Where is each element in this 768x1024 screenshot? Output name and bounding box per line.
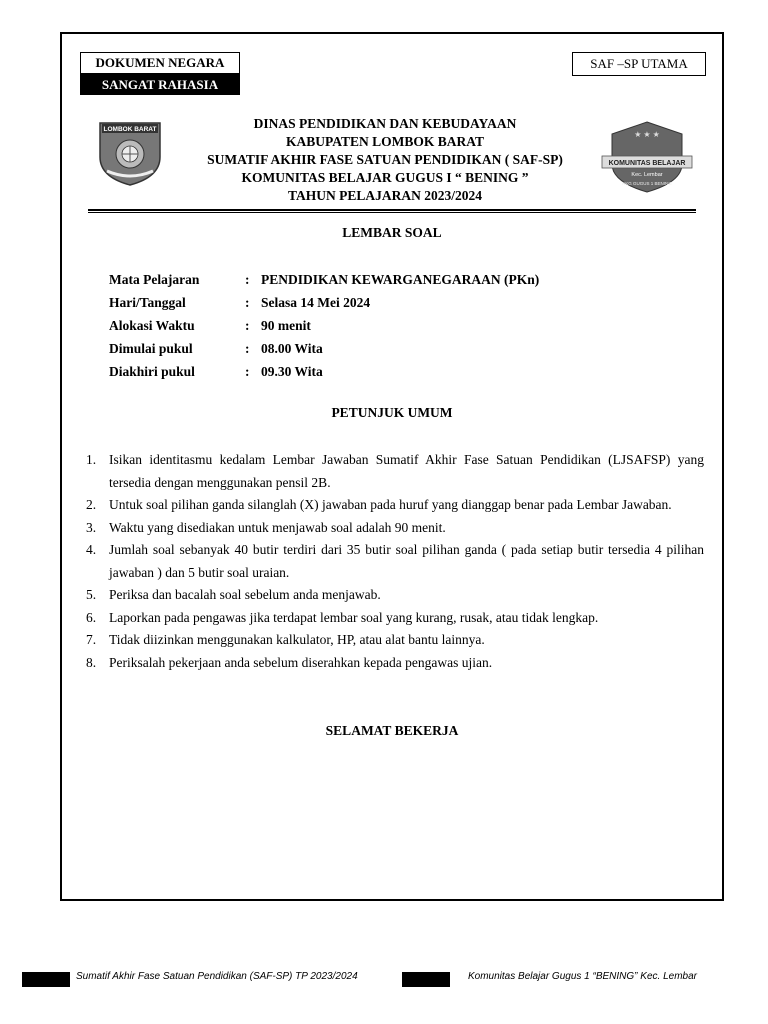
footer-right-text: Komunitas Belajar Gugus 1 “BENING” Kec. Lembar <box>468 971 697 982</box>
list-item-text: Periksalah pekerjaan anda sebelum diserahkan kepada pengawas ujian. <box>109 654 493 670</box>
header-line-5: TAHUN PELAJARAN 2023/2024 <box>287 188 482 203</box>
list-item <box>86 494 704 517</box>
svg-text:KOMUNITAS BELAJAR: KOMUNITAS BELAJAR <box>608 160 686 167</box>
footer-bar-left <box>22 972 70 987</box>
info-label: Mata Pelajaran <box>109 272 200 287</box>
instructions-list <box>86 449 704 674</box>
list-item-text: Laporkan pada pengawas jika terdapat lembar soal yang kurang, rusak, atau tidak lengkap. <box>109 609 599 625</box>
info-label: Hari/Tanggal <box>109 295 186 310</box>
info-label: Alokasi Waktu <box>109 318 195 333</box>
list-item <box>86 629 704 652</box>
list-item <box>86 539 704 584</box>
info-value: 90 menit <box>261 318 311 333</box>
classification-box <box>80 52 240 95</box>
list-item <box>86 652 704 675</box>
list-item-number: 6. <box>86 609 97 625</box>
list-item-number: 8. <box>86 654 97 670</box>
info-value: Selasa 14 Mei 2024 <box>261 295 371 310</box>
info-colon: : <box>245 295 250 310</box>
list-item-text: Jumlah soal sebanyak 40 butir terdiri dari 35 butir soal pilihan ganda ( pada setiap butir tersedia 4 pilihan jawaban ) dan 5 butir soal uraian. <box>109 542 704 580</box>
sangat-rahasia-label: SANGAT RAHASIA <box>80 74 240 95</box>
selamat-bekerja-text: SELAMAT BEKERJA <box>325 723 459 738</box>
footer-bar-right <box>402 972 450 987</box>
svg-text:★ ★ ★: ★ ★ ★ <box>634 130 660 139</box>
list-item-number: 7. <box>86 632 97 647</box>
svg-text:LOMBOK BARAT: LOMBOK BARAT <box>103 126 157 133</box>
list-item-text: Periksa dan bacalah soal sebelum anda menjawab. <box>109 587 381 602</box>
list-item-text: Isikan identitasmu kedalam Lembar Jawaban Sumatif Akhir Fase Satuan Pendidikan (LJSAFSP) yang tersedia dengan menggunakan pensil 2B. <box>109 452 704 490</box>
list-item-number: 1. <box>86 452 97 467</box>
header-line-1: DINAS PENDIDIKAN DAN KEBUDAYAAN <box>253 116 517 131</box>
petunjuk-umum-title: PETUNJUK UMUM <box>331 405 453 420</box>
info-label: Dimulai pukul <box>109 341 193 356</box>
svg-text:Kec. Lembar: Kec. Lembar <box>631 172 663 178</box>
list-item <box>86 517 704 540</box>
header-line-2: KABUPATEN LOMBOK BARAT <box>285 134 484 149</box>
list-item-text: Waktu yang disediakan untuk menjawab soal adalah 90 menit. <box>109 519 446 535</box>
info-value: 09.30 Wita <box>261 364 323 379</box>
header-divider <box>88 209 696 213</box>
document-header <box>140 115 630 205</box>
list-item-number: 3. <box>86 519 97 535</box>
list-item-text: Tidak diizinkan menggunakan kalkulator, HP, atau alat bantu lainnya. <box>109 632 485 647</box>
info-colon: : <box>245 318 250 333</box>
info-value: PENDIDIKAN KEWARGANEGARAAN (PKn) <box>261 272 540 287</box>
header-line-3: SUMATIF AKHIR FASE SATUAN PENDIDIKAN ( SAF-SP) <box>207 152 563 167</box>
info-colon: : <box>245 272 250 287</box>
dokumen-negara-label: DOKUMEN NEGARA <box>80 52 240 74</box>
list-item <box>86 449 704 494</box>
list-item-number: 4. <box>86 542 97 557</box>
info-label: Diakhiri pukul <box>109 364 195 379</box>
list-item-text: Untuk soal pilihan ganda silanglah (X) jawaban pada huruf yang dianggap benar pada Lembar Jawaban. <box>109 497 672 512</box>
list-item <box>86 584 704 607</box>
info-colon: : <box>245 364 250 379</box>
list-item-number: 2. <box>86 497 97 512</box>
footer-left-text: Sumatif Akhir Fase Satuan Pendidikan (SAF-SP) TP 2023/2024 <box>76 971 358 982</box>
list-item-number: 5. <box>86 587 97 602</box>
header-line-4: KOMUNITAS BELAJAR GUGUS I “ BENING ” <box>241 170 529 185</box>
lembar-soal-title: LEMBAR SOAL <box>342 225 442 240</box>
info-colon: : <box>245 341 250 356</box>
info-value: 08.00 Wita <box>261 341 323 356</box>
svg-text:KKG GUGUS 1 BENING: KKG GUGUS 1 BENING <box>622 181 672 186</box>
list-item <box>86 607 704 630</box>
saf-type-label: SAF –SP UTAMA <box>572 52 706 76</box>
